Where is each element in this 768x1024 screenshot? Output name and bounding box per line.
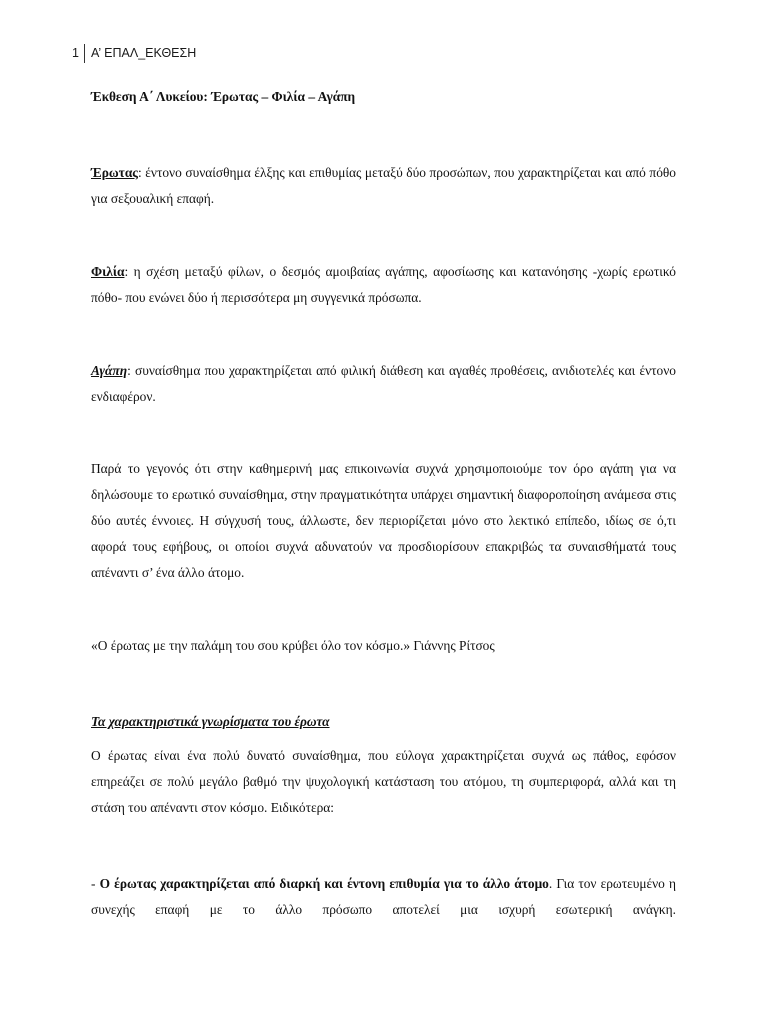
definition-text: : η σχέση μεταξύ φίλων, ο δεσμός αμοιβαίας αγάπης, αφοσίωσης και κατανόησης -χωρίς ερωτικό πόθο- που ενώνει δύο ή περισσότερα μη συγγενικά πρόσωπα.: [91, 264, 676, 305]
definition-eros: [91, 160, 676, 212]
bullet-paragraph: [91, 871, 676, 923]
page-header: [72, 42, 196, 64]
bullet-bold-text: Ο έρωτας χαρακτηρίζεται από διαρκή και έντονη επιθυμία για το άλλο άτομο: [99, 876, 549, 891]
header-title: Α’ ΕΠΑΛ_ΕΚΘΕΣΗ: [90, 46, 197, 60]
header-divider: [84, 44, 85, 63]
document-title: Έκθεση Α΄ Λυκείου: Έρωτας – Φιλία – Αγάπη: [91, 89, 356, 104]
definition-term: Φιλία: [91, 264, 125, 279]
bullet-text: . Για τον ερωτευμένο η συνεχής επαφή με το άλλο πρόσωπο αποτελεί μια ισχυρή εσωτερική ανάγκη.: [91, 876, 676, 917]
section-heading: Τα χαρακτηριστικά γνωρίσματα του έρωτα: [91, 714, 330, 729]
definition-filia: [91, 259, 676, 311]
definition-text: : συναίσθημα που χαρακτηρίζεται από φιλική διάθεση και αγαθές προθέσεις, ανιδιοτελές και έντονο ενδιαφέρον.: [91, 363, 676, 404]
definition-term: Αγάπη: [91, 363, 128, 378]
section-paragraph: Ο έρωτας είναι ένα πολύ δυνατό συναίσθημα, που εύλογα χαρακτηρίζεται συχνά ως πάθος, εφόσον επηρεάζει σε πολύ μεγάλο βαθμό την ψυχολογική κατάσταση του ατόμου, τη συμπεριφορά, αλλά και τη στάση του απέναντι στον κόσμο. Ειδικότερα:: [91, 748, 676, 815]
intro-paragraph: Παρά το γεγονός ότι στην καθημερινή μας επικοινωνία συχνά χρησιμοποιούμε τον όρο αγάπη για να δηλώσουμε το ερωτικό συναίσθημα, στην πραγματικότητα υπάρχει σημαντική διαφοροποίηση ανάμεσα στις δύο αυτές έννοιες. Η σύγχυσή τους, άλλωστε, δεν περιορίζεται μόνο στο λεκτικό επίπεδο, ιδίως σε ό,τι αφορά τους εφήβους, οι οποίοι συχνά αδυνατούν να προσδιορίσουν επακριβώς τα συναισθήματά τους απέναντι σ’ ένα άλλο άτομο.: [91, 461, 676, 580]
definition-text: : έντονο συναίσθημα έλξης και επιθυμίας μεταξύ δύο προσώπων, που χαρακτηρίζεται και από πόθο για σεξουαλική επαφή.: [91, 165, 676, 206]
bullet-prefix: -: [91, 876, 100, 891]
definition-agapi: [91, 358, 676, 410]
definition-term: Έρωτας: [91, 165, 138, 180]
page-number: 1: [72, 46, 79, 60]
ritsos-quote: «Ο έρωτας με την παλάμη του σου κρύβει όλο τον κόσμο.» Γιάννης Ρίτσος: [91, 638, 495, 653]
